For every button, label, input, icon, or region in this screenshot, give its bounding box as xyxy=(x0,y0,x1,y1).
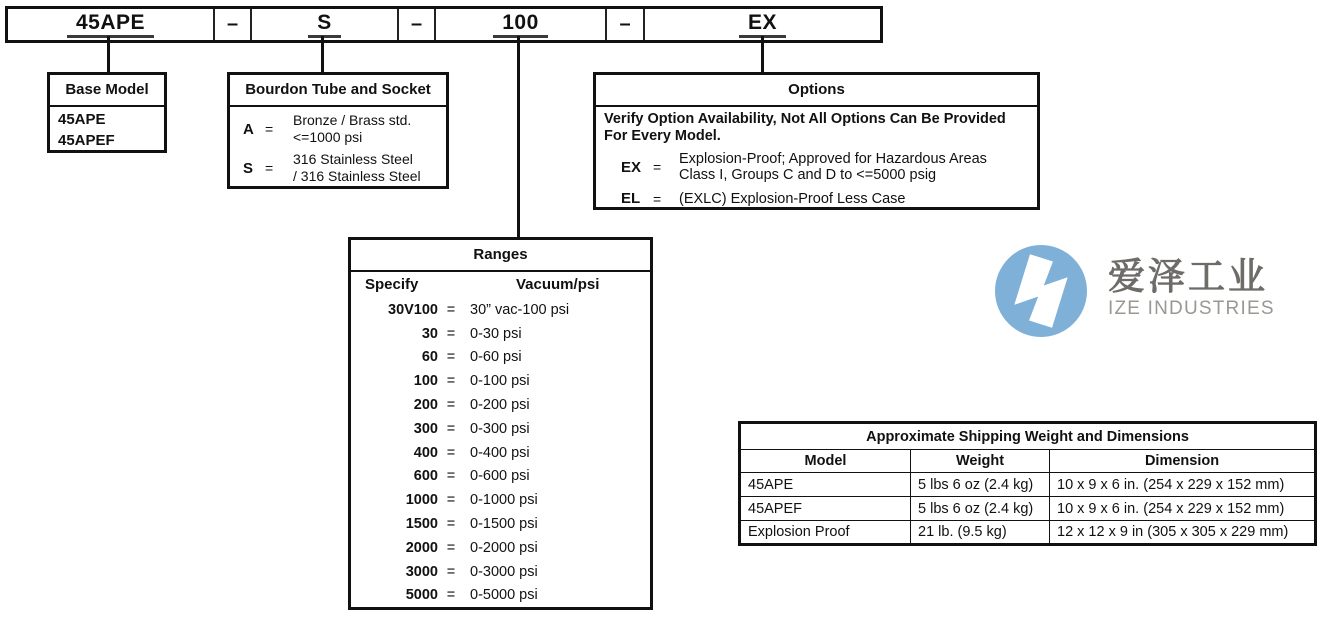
range-row xyxy=(351,536,650,560)
range-row xyxy=(351,346,650,370)
ranges-column-headers xyxy=(351,276,650,298)
bourdon-description-line: Bronze / Brass std. xyxy=(293,112,412,128)
range-code: 1500 xyxy=(405,516,438,533)
range-value: 0-100 psi xyxy=(470,373,530,390)
cell-weight: 5 lbs 6 oz (2.4 kg) xyxy=(911,497,1050,521)
cell-dimension: 10 x 9 x 6 in. (254 x 229 x 152 mm) xyxy=(1050,473,1316,497)
bourdon-tube-box-title: Bourdon Tube and Socket xyxy=(230,75,446,107)
table-row xyxy=(740,521,1316,545)
ranges-box-title: Ranges xyxy=(351,240,650,272)
range-value: 0-400 psi xyxy=(470,444,530,461)
options-note-line: Verify Option Availability, Not All Options Can Be Provided xyxy=(604,111,1006,127)
ranges-col-specify: Specify xyxy=(365,276,419,293)
connector-line-ranges xyxy=(517,36,520,238)
equals-sign: = xyxy=(446,444,456,461)
range-row xyxy=(351,488,650,512)
options-box xyxy=(593,72,1040,210)
range-row xyxy=(351,465,650,489)
range-value: 0-1000 psi xyxy=(470,492,538,509)
option-description xyxy=(679,151,987,183)
equals-sign: = xyxy=(446,468,456,485)
option-row-el xyxy=(596,190,1037,207)
range-row xyxy=(351,512,650,536)
bourdon-row-a xyxy=(230,112,446,146)
model-bar-cell-base xyxy=(8,9,213,40)
option-code: EX xyxy=(739,11,786,38)
range-value: 0-30 psi xyxy=(470,325,522,342)
range-code: 1000 xyxy=(405,492,438,509)
options-box-title: Options xyxy=(596,75,1037,107)
range-value: 0-300 psi xyxy=(470,420,530,437)
option-description-line: (EXLC) Explosion-Proof Less Case xyxy=(679,190,906,207)
equals-sign: = xyxy=(446,539,456,556)
range-value: 0-3000 psi xyxy=(470,563,538,580)
range-code: 30 xyxy=(421,325,438,342)
equals-sign: = xyxy=(446,301,456,318)
range-row xyxy=(351,560,650,584)
range-code: 600 xyxy=(413,468,438,485)
range-row xyxy=(351,298,650,322)
range-value: 0-600 psi xyxy=(470,468,530,485)
column-header-dimension: Dimension xyxy=(1050,450,1316,473)
range-value: 0-200 psi xyxy=(470,397,530,414)
range-code: 5000 xyxy=(405,587,438,604)
table-row xyxy=(740,497,1316,521)
bourdon-description-line: 316 Stainless Steel xyxy=(293,151,413,167)
cell-model: 45APEF xyxy=(740,497,911,521)
logo-english-name: IZE INDUSTRIES xyxy=(1108,298,1275,319)
equals-sign: = xyxy=(446,587,456,604)
cell-model: Explosion Proof xyxy=(740,521,911,545)
bourdon-description-line: / 316 Stainless Steel xyxy=(293,168,421,184)
model-bar-separator xyxy=(397,9,434,40)
dash-separator: – xyxy=(619,13,631,35)
range-value: 0-2000 psi xyxy=(470,539,538,556)
range-code: 300 xyxy=(413,420,438,437)
cell-weight: 5 lbs 6 oz (2.4 kg) xyxy=(911,473,1050,497)
range-row xyxy=(351,393,650,417)
options-note-line: For Every Model. xyxy=(604,128,721,144)
equals-sign: = xyxy=(446,420,456,437)
bourdon-description-line: <=1000 psi xyxy=(293,129,363,145)
option-description xyxy=(679,191,905,207)
equals-sign: = xyxy=(446,563,456,580)
bourdon-row-s xyxy=(230,151,446,185)
column-header-weight: Weight xyxy=(911,450,1050,473)
range-code: 60 xyxy=(421,349,438,366)
range-row xyxy=(351,441,650,465)
equals-sign: = xyxy=(446,516,456,533)
connector-line-options xyxy=(761,36,764,72)
equals-sign: = xyxy=(446,325,456,342)
range-code: 100 xyxy=(493,11,548,38)
range-row xyxy=(351,369,650,393)
option-code: EX xyxy=(621,158,642,176)
ize-logo-icon xyxy=(995,245,1087,337)
option-row-ex xyxy=(596,151,1037,183)
cell-weight: 21 lb. (9.5 kg) xyxy=(911,521,1050,545)
connector-line-bourdon xyxy=(321,36,324,72)
equals-sign: = xyxy=(446,397,456,414)
ize-logo-text xyxy=(1108,257,1275,320)
dash-separator: – xyxy=(226,13,239,35)
range-row xyxy=(351,584,650,608)
model-number-bar xyxy=(5,6,883,43)
bourdon-tube-box xyxy=(227,72,449,189)
ranges-box xyxy=(348,237,653,610)
model-bar-separator xyxy=(213,9,250,40)
base-model-code: 45APE xyxy=(67,11,154,38)
bourdon-description xyxy=(293,151,421,185)
bourdon-code: A xyxy=(243,120,254,138)
range-code: 400 xyxy=(413,444,438,461)
shipping-table-header-row xyxy=(740,450,1316,473)
equals-sign: = xyxy=(653,159,662,175)
shipping-table-title-row xyxy=(740,423,1316,450)
equals-sign: = xyxy=(653,190,662,207)
equals-sign: = xyxy=(446,349,456,366)
equals-sign: = xyxy=(446,492,456,509)
base-model-item: 45APEF xyxy=(58,132,115,149)
equals-sign: = xyxy=(446,373,456,390)
tube-code: S xyxy=(308,11,341,38)
shipping-table-title: Approximate Shipping Weight and Dimensions xyxy=(740,423,1316,450)
model-bar-separator xyxy=(605,9,643,40)
equals-sign: = xyxy=(265,121,274,137)
cell-model: 45APE xyxy=(740,473,911,497)
equals-sign: = xyxy=(265,160,274,176)
option-description-line: Class I, Groups C and D to <=5000 psig xyxy=(679,167,937,183)
ranges-col-vacuum-psi: Vacuum/psi xyxy=(516,276,600,293)
bourdon-description xyxy=(293,112,411,146)
range-code: 3000 xyxy=(405,563,438,580)
range-value: 0-60 psi xyxy=(470,349,522,366)
cell-dimension: 10 x 9 x 6 in. (254 x 229 x 152 mm) xyxy=(1050,497,1316,521)
range-value: 30” vac-100 psi xyxy=(470,301,570,318)
dash-separator: – xyxy=(410,13,423,35)
shipping-weight-table xyxy=(738,421,1317,546)
connector-line-base-model xyxy=(107,36,110,72)
range-code: 100 xyxy=(413,373,438,390)
range-code: 200 xyxy=(413,397,438,414)
cell-dimension: 12 x 12 x 9 in (305 x 305 x 229 mm) xyxy=(1050,521,1316,545)
table-row xyxy=(740,473,1316,497)
range-row xyxy=(351,322,650,346)
base-model-item: 45APE xyxy=(58,111,106,128)
range-code: 30V100 xyxy=(388,301,438,318)
logo-chinese-name: 爱泽工业 xyxy=(1108,256,1268,297)
option-code: EL xyxy=(621,190,641,207)
bourdon-code: S xyxy=(243,159,254,177)
base-model-box-title: Base Model xyxy=(50,75,164,107)
range-value: 0-5000 psi xyxy=(470,587,538,604)
range-row xyxy=(351,417,650,441)
option-description-line: Explosion-Proof; Approved for Hazardous Areas xyxy=(679,151,987,167)
range-value: 0-1500 psi xyxy=(470,516,538,533)
column-header-model: Model xyxy=(740,450,911,473)
range-code: 2000 xyxy=(405,539,438,556)
base-model-box xyxy=(47,72,167,153)
options-availability-note xyxy=(604,111,1029,145)
